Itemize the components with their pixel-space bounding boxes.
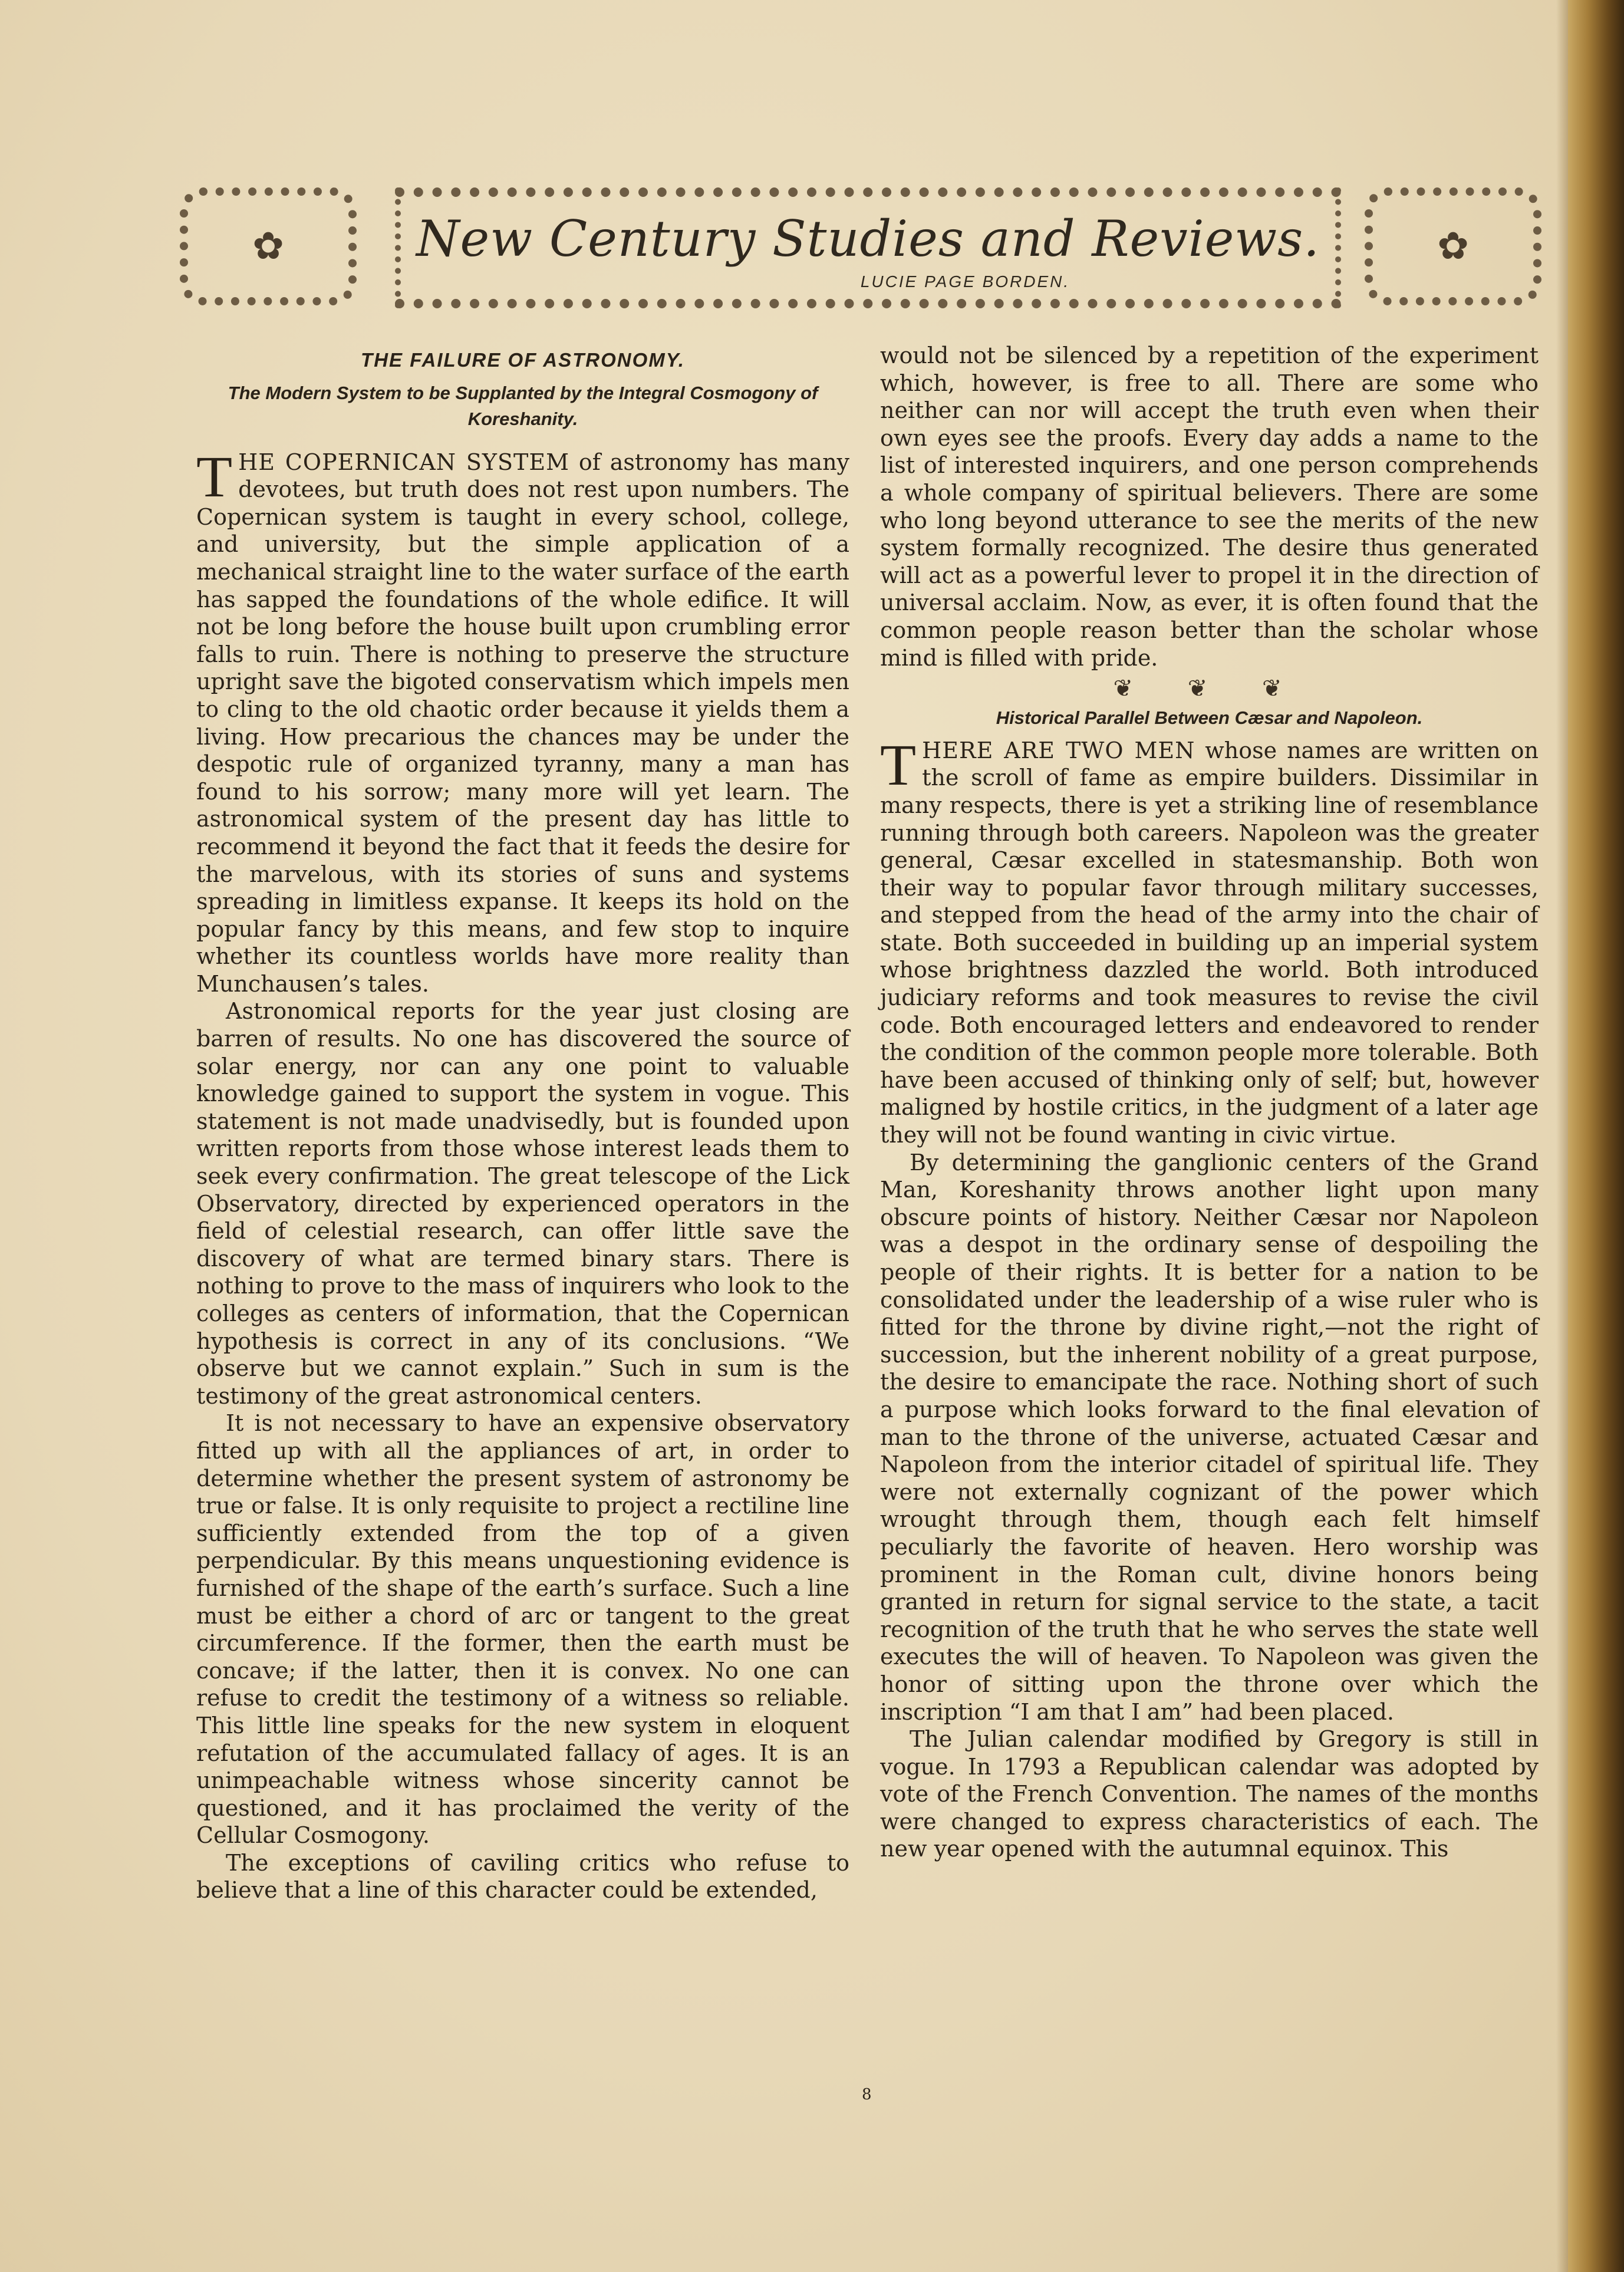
article-heading: THE FAILURE OF ASTRONOMY.	[361, 349, 685, 371]
article-heading: Historical Parallel Between Cæsar and Napoleon.	[996, 707, 1423, 728]
page-number: 8	[862, 2086, 872, 2103]
paragraph: Astronomical reports for the year just closing are barren of results. No one has discovered the source of solar energy, nor can any one point to valuable knowledge gained to support the system in vogue. This statement is not made unadvisedly, but is founded upon written reports from those whose interest leads them to seek every confirmation. The great telescope of the Lick Observatory, directed by experienced operators in the field of celestial research, can offer little save the discovery of what are termed binary stars. There is nothing to prove to the mass of inquirers who look to the colleges as centers of information, that the Copernican hypothesis is correct in any of its conclusions. “We observe but we cannot explain.” Such in sum is the testimony of the great astronomical centers.	[196, 998, 849, 1409]
right-column	[880, 342, 1539, 1863]
drop-cap: T	[196, 443, 233, 509]
spine-shadow	[1556, 0, 1568, 2272]
drop-cap: T	[880, 732, 917, 798]
paragraph	[196, 443, 850, 998]
book-spine	[1568, 0, 1624, 2272]
left-column	[196, 342, 849, 1904]
paragraph-text: of astronomy has many devotees, but truth does not rest upon numbers. The Copernican system is taught in every school, college, and university, but the simple application of a mechanical straight line to the water surface of the earth has sapped the foundations of the whole edifice. It will not be long before the house built upon crumbling error falls to ruin. There is nothing to preserve the structure upright save the bigoted conservatism which impels men to cling to the old chaotic order because it yields them a living. How precarious the chances may be under the despotic rule of organized tyranny, many a man has found to his sorrow; many more will yet learn. The astronomical system of the present day has little to recommend it beyond the fact that it feeds the desire for the marvelous, with its stories of suns and systems spreading in limitless expanse. It keeps its hold on the popular fancy by this means, and few stop to inquire whether its countless worlds have more reality than Munchausen’s tales.	[196, 449, 850, 997]
author-name: LUCIE PAGE BORDEN.	[860, 272, 1070, 291]
flower-ornament-icon: ✿	[252, 225, 284, 268]
paragraph: By determining the ganglionic centers of the Grand Man, Koreshanity throws another light upon many obscure points of history. Neither Cæsar nor Napoleon was a despot in the ordinary sense of despoiling the people of their rights. It is better for a nation to be consolidated under the leadership of a wise ruler who is fitted for the throne by divine right,—not the right of succession, but the inherent nobility of a great purpose, the desire to emancipate the race. Nothing short of such a purpose which looks forward to the final elevation of man to the throne of the universe, actuated Cæsar and Napoleon from the interior citadel of spiritual life. They were not externally cognizant of the power which wrought through them, though each felt himself peculiarly the favorite of heaven. Hero worship was prominent in the Roman cult, divine honors being granted in return for signal service to the state, a tacit recognition of the truth that he who serves the state well executes the will of heaven. To Napoleon was given the honor of sitting upon the throne over which the inscription “I am that I am” had been placed.	[880, 1149, 1539, 1725]
section-separator: ❦ ❦ ❦	[1113, 675, 1306, 703]
lead-caps: HE COPERNICAN SYSTEM	[238, 449, 570, 475]
paragraph: would not be silenced by a repetition of the experiment which, however, is free to all. There are some who neither can nor will accept the truth even when their own eyes see the proofs. Every day adds a name to the list of interested inquirers, and one person comprehends a whole company of spiritual believers. There are some who long beyond utterance to see the merits of the new system formally recognized. The desire thus generated will act as a powerful lever to propel it in the direction of universal acclaim. Now, as ever, it is often found that the common people reason better than the scholar whose mind is filled with pride.	[880, 343, 1539, 671]
section-title: New Century Studies and Reviews.	[416, 210, 1320, 268]
paragraph: It is not necessary to have an expensive observatory fitted up with all the appliances of art, in order to determine whether the present system of astronomy be true or false. It is only requisite to project a rectiline line sufficiently extended from the top of a given perpendicular. By this means unquestioning evidence is furnished of the shape of the earth’s surface. Such a line must be either a chord of arc or tangent to the great circumference. If the former, then the earth must be concave; if the latter, then it is convex. No one can refuse to credit the testimony of a witness so reliable. This little line speaks for the new system in eloquent refutation of the accumulated fallacy of ages. It is an unimpeachable witness whose sincerity cannot be questioned, and it has proclaimed the verity of the Cellular Cosmogony.	[196, 1410, 849, 1849]
banner-left-ornament	[180, 187, 357, 305]
paragraph: The Julian calendar modified by Gregory is still in vogue. In 1793 a Republican calendar was adopted by vote of the French Convention. The names of the months were changed to express characteristics of each. The new year opened with the autumnal equinox. This	[880, 1726, 1539, 1862]
lead-caps: HERE ARE TWO MEN	[922, 737, 1195, 763]
paragraph: The exceptions of caviling critics who refuse to believe that a line of this character could be extended,	[196, 1849, 849, 1904]
paragraph	[880, 732, 1539, 1149]
article-subheading: The Modern System to be Supplanted by the Integral Cosmogony of Koreshanity.	[228, 382, 818, 429]
paragraph-text: whose names are written on the scroll of fame as empire builders. Dissimilar in many respects, there is yet a striking line of resemblance running through both careers. Napoleon was the greater general, Cæsar excelled in statesmanship. Both won their way to popular favor through military successes, and stepped from the head of the army into the chair of state. Both succeeded in building up an imperial system whose brightness dazzled the world. Both introduced judiciary reforms and took measures to revise the civil code. Both encouraged letters and endeavored to render the condition of the common people more tolerable. Both have been accused of thinking only of self; but, however maligned by hostile critics, in the judgment of a later age they will not be found wanting in civic virtue.	[880, 737, 1539, 1148]
flower-ornament-icon: ✿	[1437, 225, 1469, 268]
header-banner	[395, 187, 1341, 308]
banner-right-ornament	[1365, 187, 1541, 305]
